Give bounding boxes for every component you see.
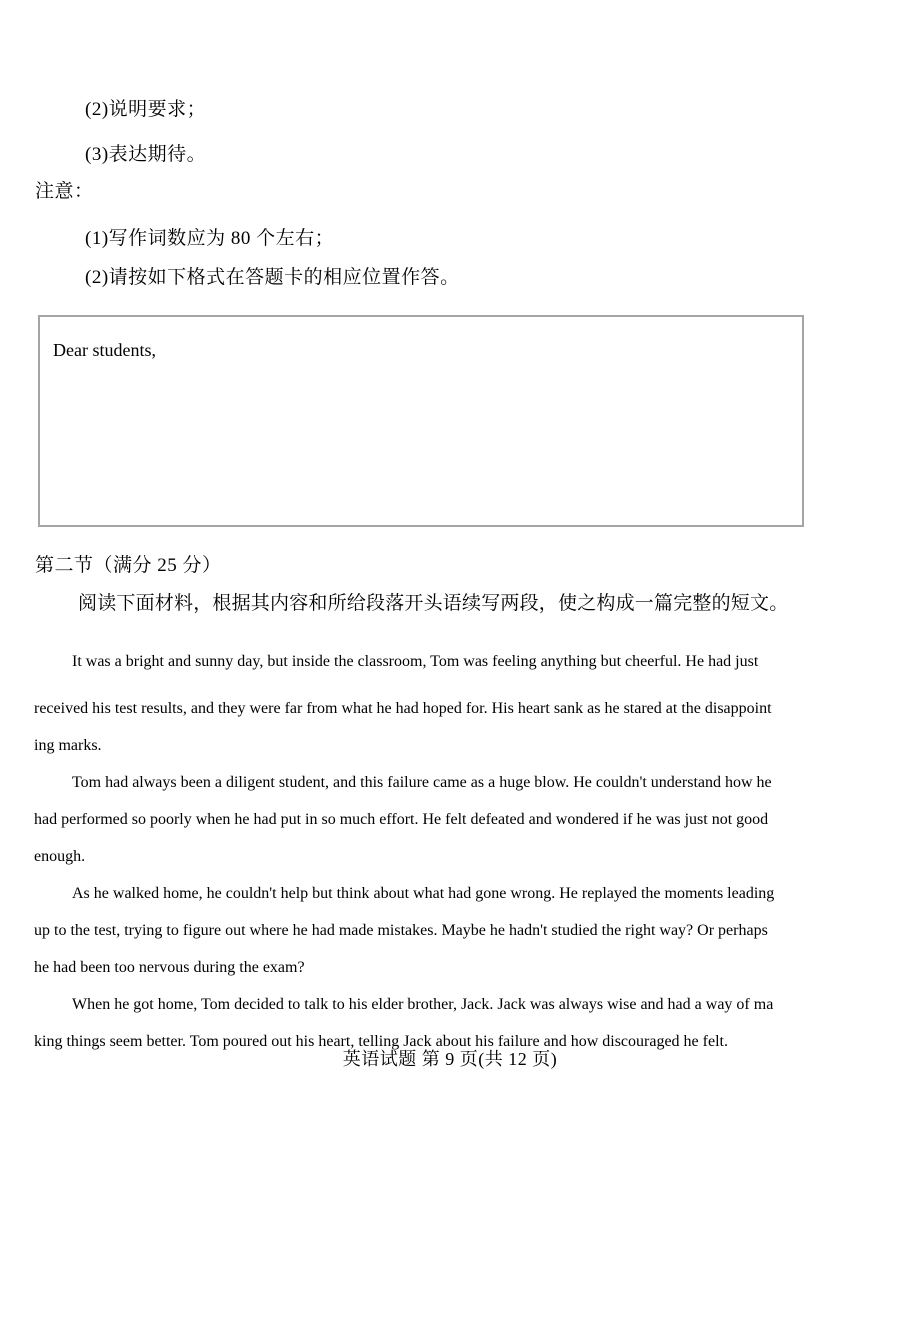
- instruction-item-2: (2)说明要求；: [85, 99, 207, 120]
- passage-line: king things seem better. Tom poured out his heart, telling Jack about his failure and how discouraged he felt.: [34, 1033, 728, 1050]
- notice-item-1: (1)写作词数应为 80 个左右；: [85, 228, 335, 249]
- passage-line: It was a bright and sunny day, but inside the classroom, Tom was feeling anything but cheerful. He had just: [72, 653, 759, 670]
- page-footer: 英语试题 第 9 页(共 12 页): [342, 1049, 558, 1069]
- reading-passage: [34, 643, 884, 1060]
- notice-label: 注意：: [35, 181, 94, 202]
- passage-paragraph-2: [34, 764, 884, 875]
- passage-line: Tom had always been a diligent student, and this failure came as a huge blow. He couldn't understand how he: [72, 774, 772, 791]
- answer-format-box: [38, 315, 804, 527]
- passage-line: received his test results, and they were far from what he had hoped for. His heart sank as he stared at the disappoint: [34, 700, 772, 717]
- instruction-item-3: (3)表达期待。: [85, 144, 207, 165]
- passage-line: When he got home, Tom decided to talk to his elder brother, Jack. Jack was always wise and had a way of ma: [72, 996, 774, 1013]
- passage-line: ing marks.: [34, 737, 102, 754]
- passage-line: As he walked home, he couldn't help but think about what had gone wrong. He replayed the moments leading: [72, 885, 775, 902]
- salutation-text: Dear students,: [53, 340, 156, 360]
- passage-paragraph-3: [34, 875, 884, 986]
- section-2-heading: 第二节（满分 25 分）: [35, 555, 222, 576]
- section-2-intro: 阅读下面材料，根据其内容和所给段落开头语续写两段，使之构成一篇完整的短文。: [78, 593, 789, 614]
- passage-paragraph-1: [34, 643, 884, 764]
- passage-line: he had been too nervous during the exam?: [34, 959, 305, 976]
- passage-line: had performed so poorly when he had put in so much effort. He felt defeated and wondered if he was just not good: [34, 811, 769, 828]
- notice-item-2: (2)请按如下格式在答题卡的相应位置作答。: [85, 267, 460, 288]
- passage-line: enough.: [34, 848, 86, 865]
- passage-line: up to the test, trying to figure out where he had made mistakes. Maybe he hadn't studied the right way? Or perhaps: [34, 922, 768, 939]
